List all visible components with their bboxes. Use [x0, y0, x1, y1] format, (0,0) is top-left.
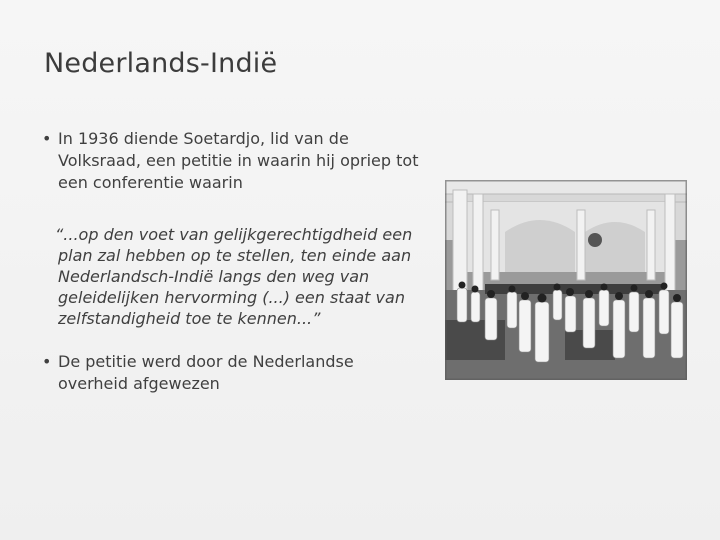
bullet-item-1	[40, 128, 420, 194]
quote-text: “...op den voet van gelijkgerechtigdheid een plan zal hebben op te stellen, ten einde aan Nederlandsch-Indië langs den weg van geleidelijken hervorming (...) een staat van zelfstandigheid toe te kennen...”	[55, 225, 413, 328]
volksraad-photo	[445, 180, 687, 380]
slide-body	[40, 128, 420, 395]
petition-quote	[40, 224, 420, 329]
bullet-marker: •	[42, 129, 52, 148]
bullet-text-2: De petitie werd door de Nederlandse overheid afgewezen	[58, 352, 354, 393]
photo-image	[445, 180, 687, 380]
bullet-item-2	[40, 351, 420, 395]
bullet-text-1: In 1936 diende Soetardjo, lid van de Volksraad, een petitie in waarin hij opriep tot een conferentie waarin	[58, 129, 419, 192]
slide-title: Nederlands-Indië	[44, 48, 278, 79]
bullet-marker: •	[42, 352, 52, 371]
